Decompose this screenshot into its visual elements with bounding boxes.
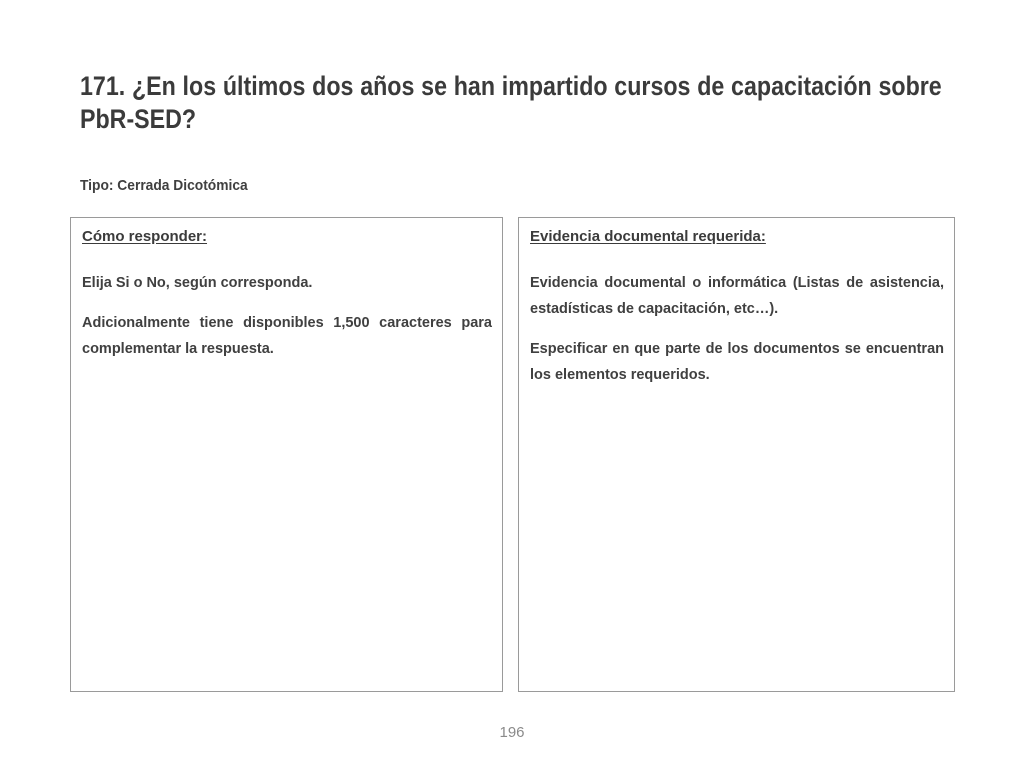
- required-evidence-specification: Especificar en que parte de los documentos se encuentran los elementos requeridos.: [530, 341, 944, 383]
- page-title: 171. ¿En los últimos dos años se han impartido cursos de capacitación sobre PbR-SED?: [80, 71, 942, 134]
- required-evidence-heading: Evidencia documental requerida:: [530, 228, 766, 245]
- how-to-answer-instruction: Elija Si o No, según corresponda.: [82, 275, 313, 291]
- page-number: 196: [499, 724, 525, 741]
- how-to-answer-heading: Cómo responder:: [82, 228, 208, 245]
- how-to-answer-additional-info: Adicionalmente tiene disponibles 1,500 caracteres para complementar la respuesta.: [82, 315, 492, 357]
- required-evidence-description: Evidencia documental o informática (Listas de asistencia, estadísticas de capacitación, etc…).: [530, 275, 944, 317]
- question-type-label: Tipo: Cerrada Dicotómica: [80, 177, 248, 194]
- how-to-answer-panel: [70, 217, 503, 692]
- required-evidence-panel: [518, 217, 955, 692]
